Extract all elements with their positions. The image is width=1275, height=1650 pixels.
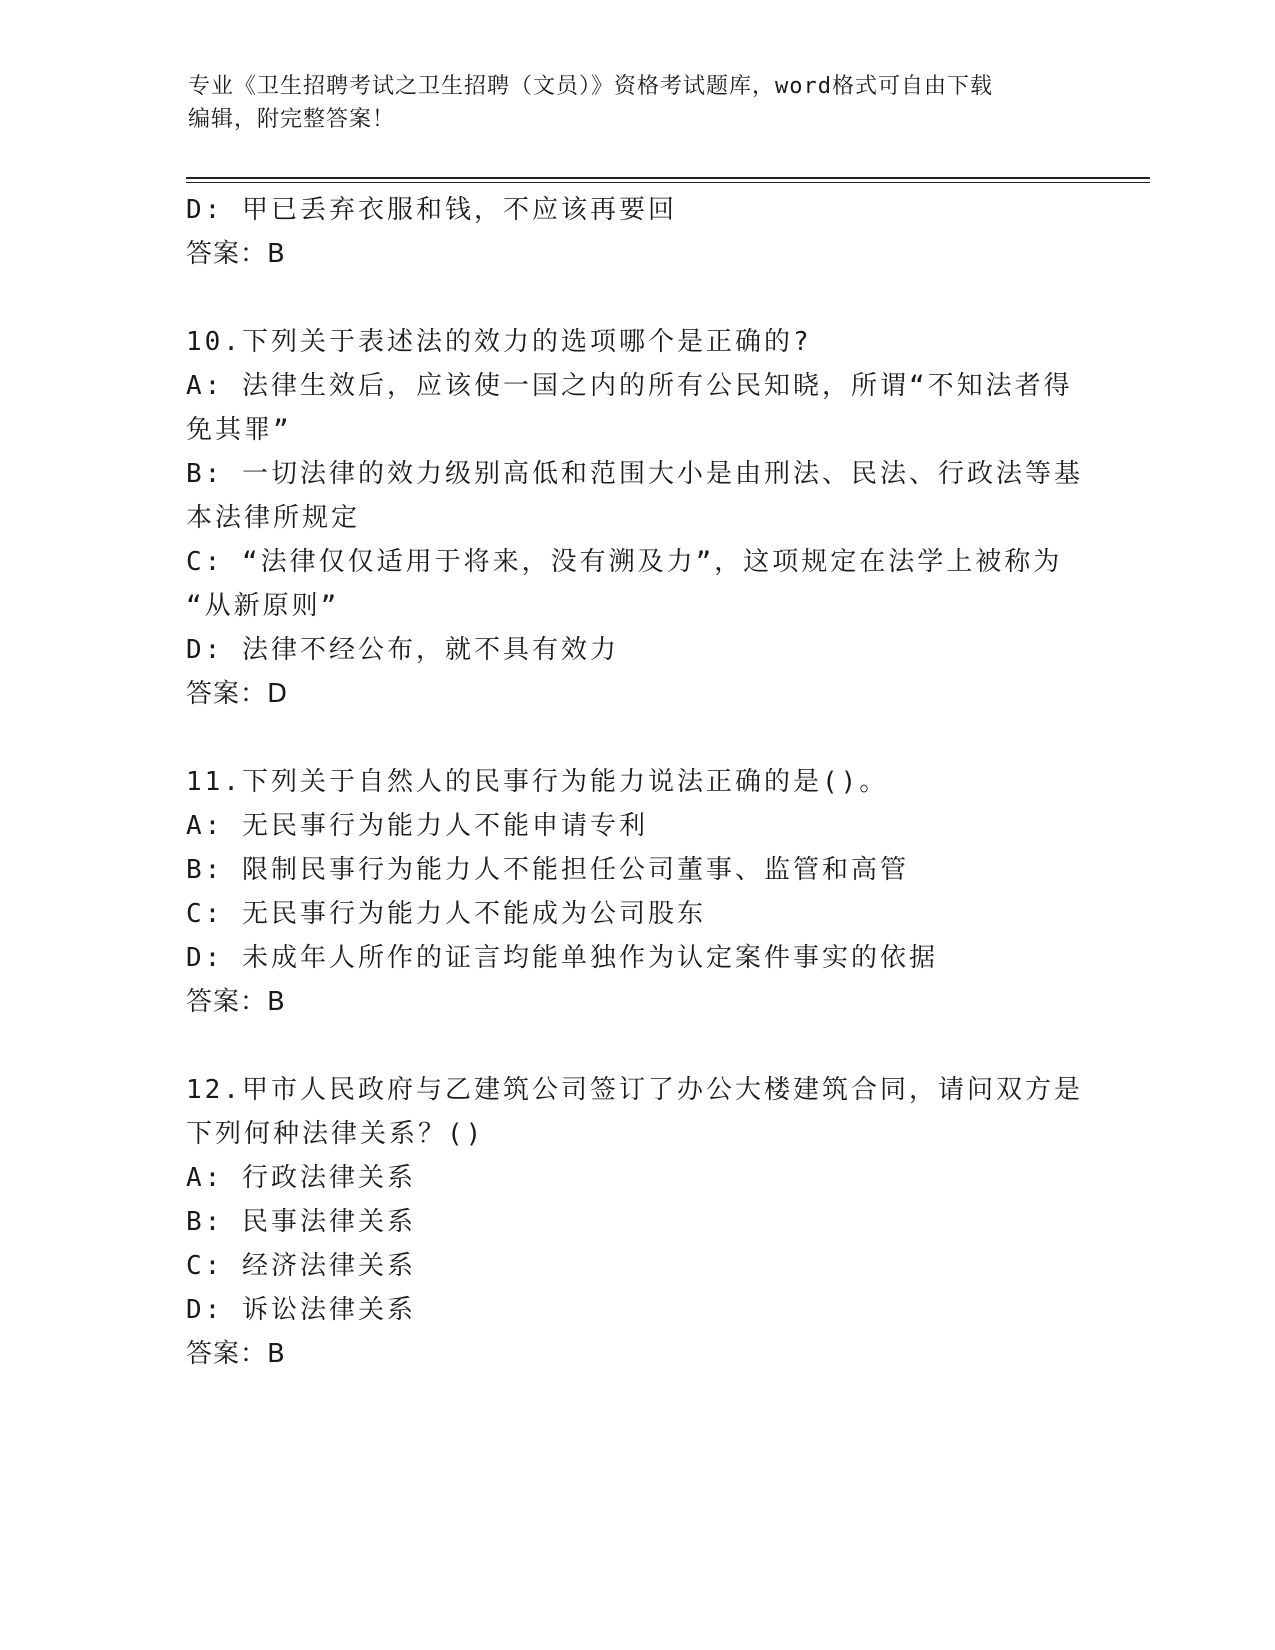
q10-option-c-cont: “从新原则” xyxy=(186,591,340,621)
q11-option-b: B: 限制民事行为能力人不能担任公司董事、监管和高管 xyxy=(186,855,909,885)
header-line-2: 编辑，附完整答案！ xyxy=(188,107,396,132)
prev-option-d: D: 甲已丢弃衣服和钱，不应该再要回 xyxy=(186,195,677,225)
q10-option-b: B: 一切法律的效力级别高低和范围大小是由刑法、民法、行政法等基 xyxy=(186,459,1083,489)
q10-option-a: A: 法律生效后，应该使一国之内的所有公民知晓，所谓“不知法者得 xyxy=(186,371,1073,401)
q10-option-a-cont: 免其罪” xyxy=(186,415,292,445)
header-divider xyxy=(186,177,1150,183)
q10-option-c: C: “法律仅仅适用于将来，没有溯及力”，这项规定在法学上被称为 xyxy=(186,547,1063,577)
header-line-1: 专业《卫生招聘考试之卫生招聘（文员）》资格考试题库，word格式可自由下载 xyxy=(188,74,993,99)
q11-stem: 11.下列关于自然人的民事行为能力说法正确的是()。 xyxy=(186,767,889,797)
q11-option-d: D: 未成年人所作的证言均能单独作为认定案件事实的依据 xyxy=(186,943,938,973)
q11-option-a: A: 无民事行为能力人不能申请专利 xyxy=(186,811,648,841)
q11-option-c: C: 无民事行为能力人不能成为公司股东 xyxy=(186,899,706,929)
q11-answer: 答案：B xyxy=(186,987,286,1017)
q10-stem: 10.下列关于表述法的效力的选项哪个是正确的? xyxy=(186,327,812,357)
q12-option-a: A: 行政法律关系 xyxy=(186,1163,416,1193)
q12-answer: 答案：B xyxy=(186,1339,286,1369)
q12-option-c: C: 经济法律关系 xyxy=(186,1251,416,1281)
q12-option-b: B: 民事法律关系 xyxy=(186,1207,416,1237)
document-header xyxy=(188,70,1088,136)
prev-answer: 答案：B xyxy=(186,239,286,269)
q10-option-b-cont: 本法律所规定 xyxy=(186,503,361,533)
q10-option-d: D: 法律不经公布，就不具有效力 xyxy=(186,635,619,665)
q10-answer: 答案：D xyxy=(186,679,289,709)
q12-stem: 12.甲市人民政府与乙建筑公司签订了办公大楼建筑合同，请问双方是 xyxy=(186,1075,1083,1105)
q12-stem-cont: 下列何种法律关系？() xyxy=(186,1119,485,1149)
q12-option-d: D: 诉讼法律关系 xyxy=(186,1295,416,1325)
